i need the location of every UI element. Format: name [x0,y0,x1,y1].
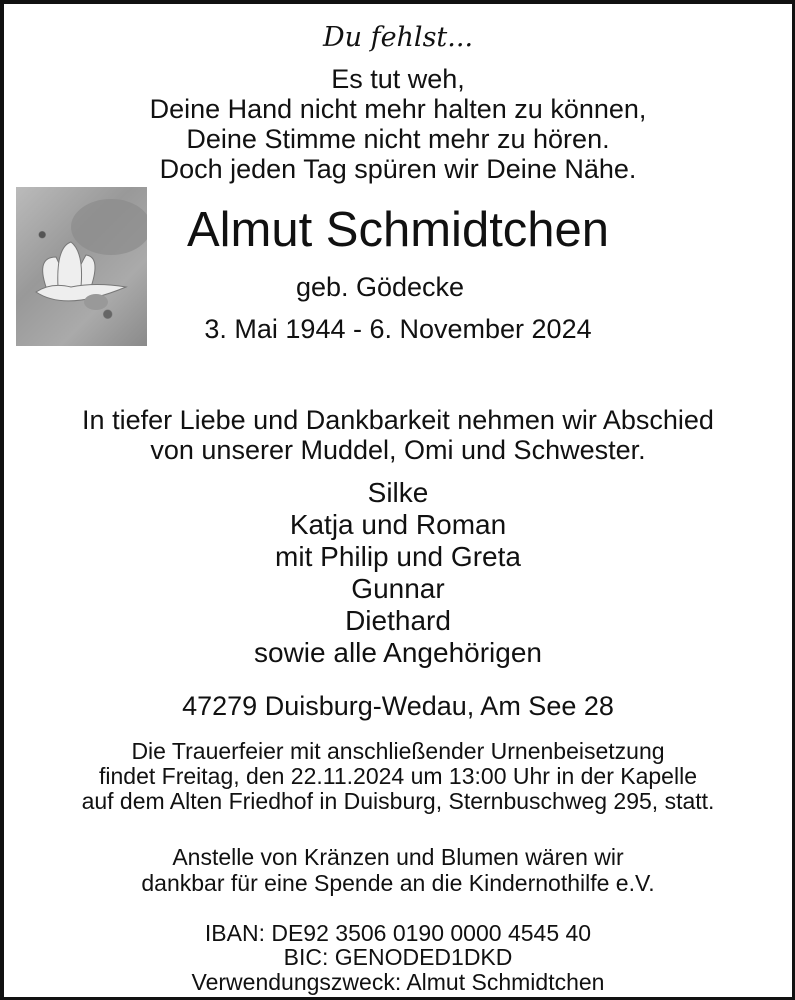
donation-line: dankbar für eine Spende an die Kindernothilfe e.V. [141,870,655,896]
payment-reference: Verwendungszweck: Almut Schmidtchen [191,969,605,995]
iban: IBAN: DE92 3506 0190 0000 4545 40 [204,920,592,946]
heading: Du fehlst... [322,22,474,53]
poem-line: Doch jeden Tag spüren wir Deine Nähe. [159,154,637,184]
donation-line: Anstelle von Kränzen und Blumen wären wir [172,844,624,870]
address: 47279 Duisburg-Wedau, Am See 28 [182,691,614,721]
mourner: Diethard [345,605,451,636]
ceremony-line: Die Trauerfeier mit anschließender Urnenbeisetzung [131,738,665,764]
mourner: sowie alle Angehörigen [254,637,542,668]
poem-line: Es tut weh, [331,64,465,94]
poem-line: Deine Stimme nicht mehr zu hören. [186,124,610,154]
bic: BIC: GENODED1DKD [283,944,513,970]
maiden-name: geb. Gödecke [295,272,465,302]
ceremony-line: findet Freitag, den 22.11.2024 um 13:00 Uhr in der Kapelle [99,763,697,789]
mourner: Katja und Roman [289,509,507,540]
mourner: mit Philip und Greta [275,541,521,572]
poem-line: Deine Hand nicht mehr halten zu können, [149,94,647,124]
farewell-line: In tiefer Liebe und Dankbarkeit nehmen wir Abschied [82,405,714,435]
mourner: Gunnar [351,573,445,604]
deceased-name: Almut Schmidtchen [186,203,610,257]
ceremony-line: auf dem Alten Friedhof in Duisburg, Sternbuschweg 295, statt. [81,788,715,814]
farewell-line: von unserer Muddel, Omi und Schwester. [150,435,646,465]
mourner: Silke [367,477,429,508]
life-dates: 3. Mai 1944 - 6. November 2024 [204,314,592,344]
